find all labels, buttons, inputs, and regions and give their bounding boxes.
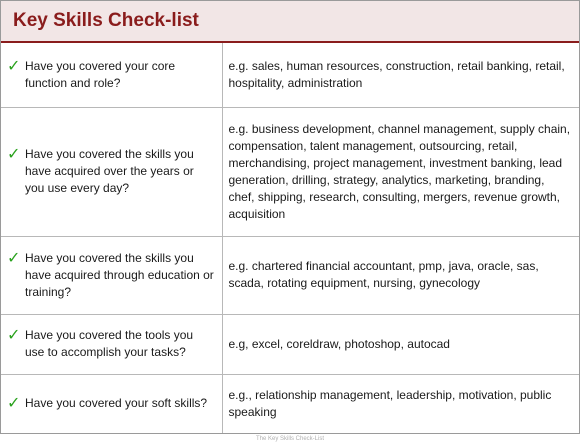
figure-caption: The Key Skills Check-List — [255, 436, 325, 442]
question-text: Have you covered your core function and role? — [25, 58, 176, 90]
question-cell — [1, 374, 222, 433]
table-row — [1, 107, 579, 236]
checkmark-icon: ✓ — [7, 249, 21, 267]
checkmark-icon: ✓ — [7, 57, 21, 75]
examples-cell — [222, 107, 579, 236]
question-cell — [1, 236, 222, 314]
checkmark-icon: ✓ — [7, 395, 21, 413]
examples-cell — [222, 374, 579, 433]
checkmark-icon: ✓ — [7, 327, 21, 344]
question-text: Have you covered the skills you have acquired over the years or you use every day? — [25, 147, 194, 195]
question-text: Have you covered your soft skills? — [25, 396, 208, 411]
examples-text: e.g, excel, coreldraw, photoshop, autocad — [228, 336, 450, 351]
table-row — [1, 43, 579, 107]
table-row — [1, 374, 579, 433]
examples-text: e.g. business development, channel management, supply chain, compensation, talent management, outsourcing, retail, merchandising, project management, investment banking, lead generation, drilling, strategy, analytics, marketing, branding, chef, shipping, research, consulting, mergers, revenue growth, acquisition — [228, 121, 571, 221]
table-row — [1, 236, 579, 314]
checklist-table — [1, 43, 579, 433]
question-cell — [1, 314, 222, 374]
examples-text: e.g. sales, human resources, construction, retail banking, retail, hospitality, administration — [228, 58, 565, 90]
examples-text: e.g., relationship management, leadership, motivation, public speaking — [228, 387, 552, 419]
examples-cell — [222, 236, 579, 314]
question-cell — [1, 107, 222, 236]
title-bar — [1, 1, 579, 43]
question-text: Have you covered the skills you have acquired through education or training? — [25, 250, 214, 299]
examples-cell — [222, 43, 579, 107]
question-text: Have you covered the tools you use to accomplish your tasks? — [25, 328, 194, 359]
question-cell — [1, 43, 222, 107]
examples-text: e.g. chartered financial accountant, pmp, java, oracle, sas, scada, rotating equipment, nursing, gynecology — [228, 259, 539, 290]
examples-cell — [222, 314, 579, 374]
checkmark-icon: ✓ — [7, 146, 21, 163]
checklist-title: Key Skills Check-list — [13, 10, 199, 31]
table-row — [1, 314, 579, 374]
